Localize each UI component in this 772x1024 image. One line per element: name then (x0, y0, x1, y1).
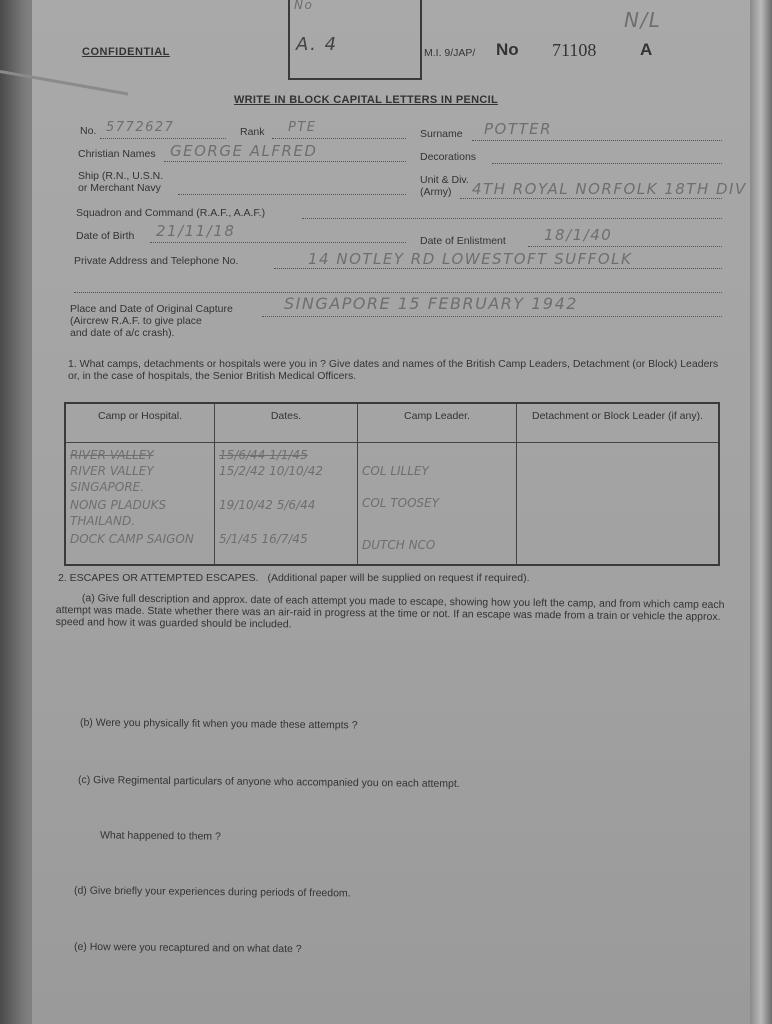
camp-1: RIVER VALLEY SINGAPORE. (70, 464, 154, 494)
ship-line (178, 194, 406, 195)
ship-label-line-1: Ship (R.N., U.S.N. (78, 170, 164, 182)
surname-value: POTTER (484, 120, 553, 138)
camps-table (64, 402, 720, 566)
question-2c-text: (c) Give Regimental particulars of anyone who accompanied you on each attempt. (77, 774, 460, 790)
table-row (65, 443, 719, 566)
dates-2: 19/10/42 5/6/44 (219, 498, 316, 512)
table-cell-detachment (517, 443, 720, 566)
reference-code: M.I. 9/JAP/ (424, 47, 476, 59)
unit-label-line-2: (Army) (420, 186, 452, 198)
service-number-value: 5772627 (106, 120, 175, 135)
date-of-enlistment-label: Date of Enlistment (420, 235, 506, 247)
question-2e-text: (e) How were you recaptured and on what date ? (73, 940, 302, 956)
confidential-label: CONFIDENTIAL (82, 46, 170, 58)
column-dates: Dates. (215, 403, 358, 443)
capture-label-line-3: and date of a/c crash). (70, 327, 175, 339)
question-2c-followup: What happened to them ? (99, 829, 221, 843)
question-2d-text: (d) Give briefly your experiences during periods of freedom. (73, 884, 351, 900)
address-value: 14 NOTLEY RD LOWESTOFT SUFFOLK (308, 250, 633, 268)
crossed-out-dates: 15/6/44 1/1/45 (219, 448, 308, 462)
table-cell-camp (65, 443, 215, 566)
instruction-title: WRITE IN BLOCK CAPITAL LETTERS IN PENCIL (234, 94, 498, 106)
dates-3: 5/1/45 16/7/45 (219, 532, 308, 546)
stamp-value: A. 4 (296, 34, 338, 55)
unit-label-line-1: Unit & Div. (420, 174, 469, 186)
stacked-pages-edge (750, 0, 772, 1024)
date-of-birth-line (150, 242, 406, 243)
column-detachment-leader: Detachment or Block Leader (if any). (517, 403, 720, 443)
table-cell-leader (358, 443, 517, 566)
dates-1: 15/2/42 10/10/42 (219, 464, 323, 478)
question-1-text: 1. What camps, detachments or hospitals were you in ? Give dates and names of the British Camp Leaders, Detachment (or Block) Leaders or, in the case of hospitals, the Senior British Medical Officers. (68, 358, 719, 382)
surname-line (472, 140, 722, 141)
address-line-2 (74, 292, 722, 293)
address-line (274, 268, 722, 269)
squadron-label: Squadron and Command (R.A.F., A.A.F.) (76, 207, 266, 219)
leader-3: DUTCH NCO (362, 538, 436, 552)
capture-value: SINGAPORE 15 FEBRUARY 1942 (284, 294, 578, 313)
camp-3: DOCK CAMP SAIGON (70, 532, 194, 546)
ship-label-line-2: or Merchant Navy (78, 182, 161, 194)
stamp-no: No (294, 0, 314, 12)
decorations-line (492, 163, 722, 164)
column-camp-leader: Camp Leader. (358, 403, 517, 443)
unit-line (460, 198, 722, 199)
rank-value: PTE (288, 120, 317, 135)
section-2-note: (Additional paper will be supplied on request if required). (267, 572, 530, 584)
question-2a-text: (a) Give full description and approx. date of each attempt you made to escape, showing how you left the camp, and from which camp each attempt was made. State whether there was an air-raid in progress at the time or not. If an escape was made from a train or vehicle the approx. speed and how it was guarded should be included. (55, 592, 725, 631)
surname-label: Surname (420, 128, 463, 140)
rank-line (272, 138, 406, 139)
rank-label: Rank (240, 126, 265, 138)
questionnaire-sheet (32, 0, 750, 1024)
christian-names-line (164, 161, 406, 162)
leader-1: COL LILLEY (362, 464, 429, 478)
decorations-label: Decorations (420, 151, 477, 163)
service-number-label: No. (80, 125, 97, 137)
service-number-line (100, 138, 226, 139)
camp-2: NONG PLADUKS THAILAND. (70, 498, 167, 528)
section-2-title (58, 572, 530, 584)
leader-2: COL TOOSEY (362, 496, 440, 510)
capture-line (262, 316, 722, 317)
corner-note: N/L (624, 8, 662, 32)
column-camp-or-hospital: Camp or Hospital. (65, 403, 215, 443)
table-header-row (65, 403, 719, 443)
date-of-enlistment-value: 18/1/40 (544, 226, 613, 244)
christian-names-value: GEORGE ALFRED (170, 142, 318, 160)
unit-value: 4TH ROYAL NORFOLK 18TH DIV (472, 180, 747, 198)
date-of-birth-label: Date of Birth (76, 230, 135, 242)
reference-stamp-box (288, 0, 422, 80)
number-label: No (496, 40, 519, 59)
squadron-line (302, 218, 722, 219)
capture-label-line-1: Place and Date of Original Capture (70, 303, 233, 315)
table-cell-dates (215, 443, 358, 566)
section-2-heading: 2. ESCAPES OR ATTEMPTED ESCAPES. (58, 572, 259, 584)
address-label: Private Address and Telephone No. (74, 255, 239, 267)
christian-names-label: Christian Names (78, 148, 156, 160)
date-of-enlistment-line (528, 246, 722, 247)
question-2b-text: (b) Were you physically fit when you made these attempts ? (79, 716, 358, 732)
crossed-out-camp: RIVER VALLEY (70, 448, 154, 462)
document-suffix: A (640, 40, 653, 59)
capture-label-line-2: (Aircrew R.A.F. to give place (70, 315, 202, 327)
date-of-birth-value: 21/11/18 (156, 222, 236, 240)
document-number: 71108 (552, 40, 597, 60)
